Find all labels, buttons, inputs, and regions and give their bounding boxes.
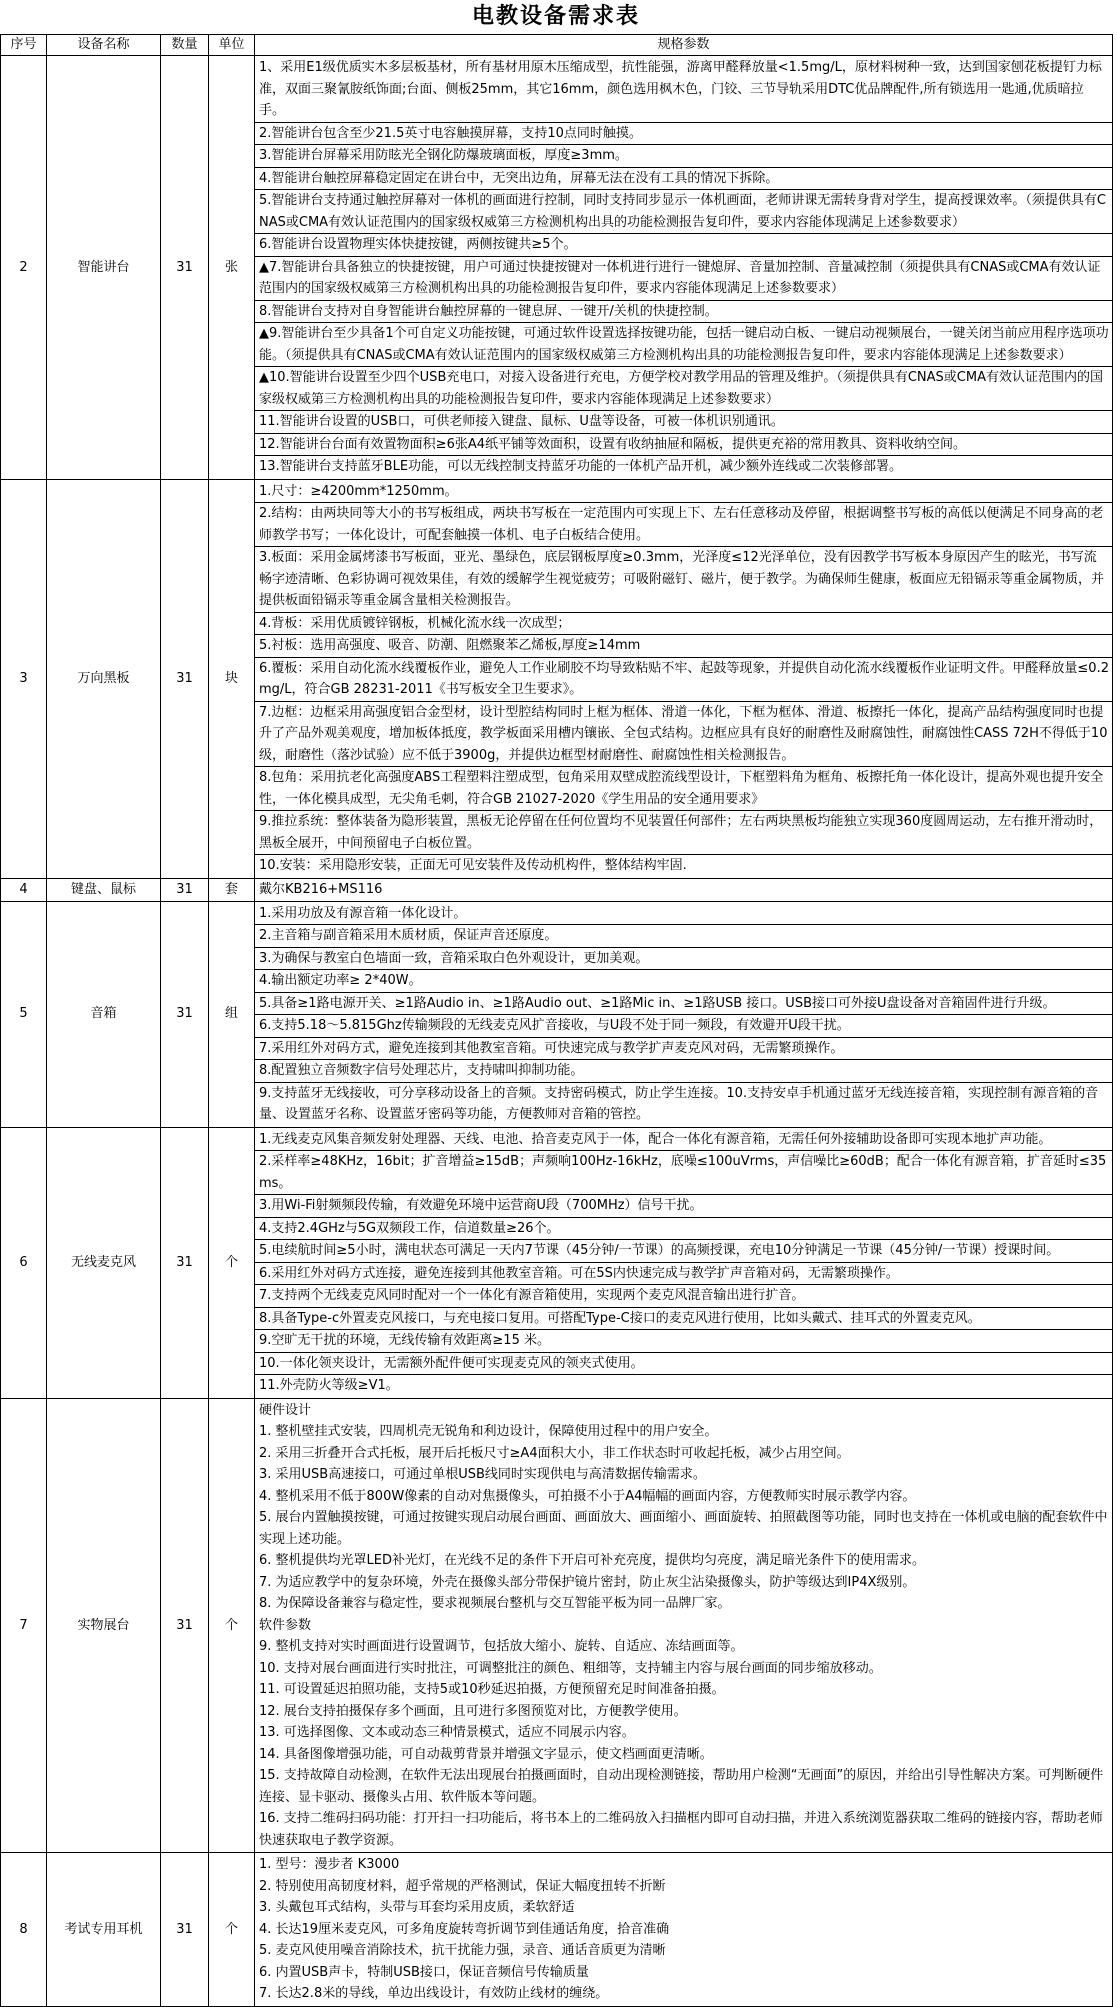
spec-line: 11.智能讲台设置的USB口，可供老师接入键盘、鼠标、U盘等设备，可被一体机识别通讯。: [255, 411, 1112, 434]
device-name-cell: 音箱: [47, 901, 161, 1127]
header-name: 设备名称: [47, 35, 161, 56]
spec-line: 戴尔KB216+MS116: [259, 881, 383, 897]
spec-line: 8.具备Type-c外置麦克风接口，与充电接口复用。可搭配Type-C接口的麦克风进行使用，比如头戴式、挂耳式的外置麦克风。: [255, 1308, 1112, 1331]
spec-line: 4.输出额定功率≥ 2*40W。: [255, 970, 1112, 993]
spec-line: 3.为确保与教室白色墙面一致，音箱采取白色外观设计，更加美观。: [255, 948, 1112, 971]
spec-line: 9.支持蓝牙无线接收，可分享移动设备上的音频。支持密码模式，防止学生连接。10.支持安卓手机通过蓝牙无线连接音箱，实现控制有源音箱的音量、设置蓝牙名称、设置蓝牙密码等功能，方便教师对音箱的管控。: [259, 1085, 1099, 1122]
quantity-cell: 31: [161, 1853, 209, 2007]
spec-line: 软件参数: [259, 1617, 312, 1633]
spec-line: 5.具备≥1路电源开关、≥1路Audio in、≥1路Audio out、≥1路Mic in、≥1路USB 接口。USB接口可外接U盘设备对音箱固件进行升级。: [255, 993, 1112, 1016]
spec-line: 5.电续航时间≥5小时，满电状态可满足一天内7节课（45分钟/一节课）的高频授课，充电10分钟满足一节课（45分钟/一节课）授课时间。: [255, 1240, 1112, 1263]
unit-cell: 组: [209, 901, 255, 1127]
spec-line: 4. 整机采用不低于800W像素的自动对焦摄像头，可拍摄不小于A4幅幅的画面内容，方便教师实时展示教学内容。: [259, 1488, 916, 1504]
spec-line: 7.采用红外对码方式，避免连接到其他教室音箱。可快速完成与教学扩声麦克风对码，无需繁琐操作。: [255, 1038, 1112, 1061]
spec-line: 1、采用E1级优质实木多层板基材，所有基材用原木压缩成型，抗性能强，游离甲醛释放量<1.5mg/L，原材料树种一致，达到国家刨花板提钉力标准，双面三聚氰胺纸饰面;台面、侧板25mm，其它16mm，颜色选用枫木色，门铰、三节导轨采用DTC优品牌配件,所有锁选用一匙通,优质暗拉手。: [255, 57, 1112, 123]
spec-line: 13. 可选择图像、文本或动态三种情景模式，适应不同展示内容。: [259, 1725, 635, 1740]
spec-line: 2. 采用三折叠开合式托板，展开后托板尺寸≥A4面积大小，非工作状态时可收起托板，减少占用空间。: [259, 1445, 850, 1461]
spec-line: 4.智能讲台触控屏幕稳定固定在讲台中，无突出边角，屏幕无法在没有工具的情况下拆除。: [255, 168, 1112, 191]
spec-line: 9.推拉系统：整体装备为隐形装置，黑板无论停留在任何位置均不见装置任何部件；左右两块黑板均能独立实现360度圆周运动，左右推开滑动时，黑板全展开，中间预留电子白板位置。: [255, 811, 1112, 855]
spec-line: 8. 为保障设备兼容与稳定性，要求视频展台整机与交互智能平板为同一品牌厂家。: [259, 1596, 731, 1611]
table-row: [1, 1398, 1113, 1853]
device-name-cell: 无线麦克风: [47, 1127, 161, 1398]
row-number-cell: 6: [1, 1127, 47, 1398]
spec-cell: [255, 901, 1113, 1127]
row-number-cell: 4: [1, 878, 47, 901]
device-name-cell: 考试专用耳机: [47, 1853, 161, 2007]
spec-line: 4.支持2.4GHz与5G双频段工作，信道数量≥26个。: [255, 1218, 1112, 1241]
spec-line: ▲7.智能讲台具备独立的快捷按键，用户可通过快捷按键对一体机进行进行一键熄屏、音量加控制、音量减控制（须提供具有CNAS或CMA有效认证范围内的国家级权威第三方检测机构出具的功能检测报告复印件，要求内容能体现满足上述参数要求）: [255, 257, 1112, 301]
spec-line: 3. 头戴包耳式结构，头带与耳套均采用皮质，柔软舒适: [259, 1900, 575, 1915]
header-row: [1, 35, 1113, 56]
spec-line: 6. 整机提供均光罩LED补光灯，在光线不足的条件下开启可补充亮度，提供均匀亮度，满足暗光条件下的使用需求。: [259, 1553, 926, 1568]
spec-line: 8.配置独立音频数字信号处理芯片，支持啸叫抑制功能。: [255, 1060, 1112, 1083]
header-qty: 数量: [161, 35, 209, 56]
table-row: [1, 479, 1113, 878]
row-number-cell: 3: [1, 479, 47, 878]
spec-cell: [255, 479, 1113, 878]
header-unit: 单位: [209, 35, 255, 56]
spec-cell: [255, 1127, 1113, 1398]
spec-line: 8.智能讲台支持对自身智能讲台触控屏幕的一键息屏、一键开/关机的快捷控制。: [255, 301, 1112, 324]
quantity-cell: 31: [161, 56, 209, 480]
spec-line: 16. 支持二维码扫码功能：打开扫一扫功能后，将书本上的二维码放入扫描框内即可自动扫描，并进入系统浏览器获取二维码的链接内容，帮助老师快速获取电子教学资源。: [259, 1811, 1103, 1848]
device-name-cell: 智能讲台: [47, 56, 161, 480]
spec-line: 7. 为适应教学中的复杂环境，外壳在摄像头部分带保护镜片密封，防止灰尘沾染摄像头，防护等级达到IP4X级别。: [259, 1574, 916, 1590]
spec-line: 7. 长达2.8米的导线，单边出线设计，有效防止线材的缠绕。: [259, 1986, 609, 2001]
spec-line: 硬件设计: [259, 1402, 312, 1418]
unit-cell: 个: [209, 1398, 255, 1853]
unit-cell: 张: [209, 56, 255, 480]
spec-line: 1. 整机壁挂式安装，四周机壳无锐角和利边设计，保障使用过程中的用户安全。: [259, 1424, 718, 1439]
spec-line: 6. 内置USB声卡，特制USB接口，保证音频信号传输质量: [259, 1964, 589, 1980]
device-name-cell: 实物展台: [47, 1398, 161, 1853]
spec-line: 1. 型号：漫步者 K3000: [259, 1857, 400, 1872]
spec-line: 5. 麦克风使用噪音消除技术，抗干扰能力强，录音、通话音质更为清晰: [259, 1943, 666, 1958]
spec-line: 12.智能讲台台面有效置物面积≥6张A4纸平铺等效面积，设置有收纳抽屉和隔板，提供更充裕的常用教具、资料收纳空间。: [255, 434, 1112, 457]
unit-cell: 套: [209, 878, 255, 901]
spec-line: 3.智能讲台屏幕采用防眩光全钢化防爆玻璃面板，厚度≥3mm。: [255, 145, 1112, 168]
device-name-cell: 键盘、鼠标: [47, 878, 161, 901]
table-row: [1, 878, 1113, 901]
spec-cell: [255, 56, 1113, 480]
header-no: 序号: [1, 35, 47, 56]
table-body: [1, 56, 1113, 2007]
spec-cell: [255, 878, 1113, 901]
row-number-cell: 8: [1, 1853, 47, 2007]
spec-line: 2. 特别使用高韧度材料，超乎常规的严格测试，保证大幅度扭转不折断: [259, 1878, 666, 1894]
spec-line: 14. 具备图像增强功能，可自动裁剪背景并增强文字显示，使文档画面更清晰。: [259, 1746, 713, 1762]
unit-cell: 块: [209, 479, 255, 878]
spec-line: 6.支持5.18～5.815Ghz传输频段的无线麦克风扩音接收，与U段不处于同一频段，有效避开U段干扰。: [255, 1015, 1112, 1038]
spec-line: 9. 整机支持对实时画面进行设置调节，包括放大缩小、旋转、自适应、冻结画面等。: [259, 1639, 744, 1654]
table-row: [1, 1127, 1113, 1398]
spec-line: 7.支持两个无线麦克风同时配对一个一体化有源音箱使用，实现两个麦克风混音输出进行扩音。: [255, 1285, 1112, 1308]
row-number-cell: 2: [1, 56, 47, 480]
spec-line: 8.包角：采用抗老化高强度ABS工程塑料注塑成型，包角采用双壁成腔流线型设计，下框塑料角为框角、板擦托角一体化设计，提高外观也提升安全性，一体化模具成型，无尖角毛刺，符合GB 21027-2020《学生用品的安全通用要求》: [255, 767, 1112, 811]
spec-line: 1.尺寸：≥4200mm*1250mm。: [255, 481, 1112, 504]
table-row: [1, 1853, 1113, 2007]
spec-line: 15. 支持故障自动检测，在软件无法出现展台拍摄画面时，自动出现检测链接，帮助用户检测“无画面”的原因，并给出引导性解决方案。可判断硬件连接、显卡驱动、摄像头占用、软件版本等问题。: [259, 1768, 1104, 1805]
spec-line: 10.一体化领夹设计，无需额外配件便可实现麦克风的领夹式使用。: [255, 1353, 1112, 1376]
spec-line: 12. 展台支持拍摄保存多个画面，且可进行多图预览对比，方便教学使用。: [259, 1703, 687, 1719]
spec-line: 7.边框：边框采用高强度铝合金型材，设计型腔结构同时上框为框体、滑道一体化，下框为框体、滑道、板擦托一体化，提高产品结构强度同时也提升了产品外观美观度，增加板体抵度，教学板面采用槽内镶嵌、全包式结构。边框应具有良好的耐磨性及耐腐蚀性，耐腐蚀性CASS 72H不得低于10级，耐磨性（落沙试验）应不低于3900g，并提供边框型材耐磨性、耐腐蚀性相关检测报告。: [255, 702, 1112, 768]
device-name-cell: 万向黑板: [47, 479, 161, 878]
spec-line: 4. 长达19厘米麦克风，可多角度旋转弯折调节到佳通话角度，拾音准确: [259, 1921, 670, 1937]
table-row: [1, 901, 1113, 1127]
quantity-cell: 31: [161, 1398, 209, 1853]
header-spec: 规格参数: [255, 35, 1113, 56]
spec-line: 2.智能讲台包含至少21.5英寸电容触摸屏幕，支持10点同时触摸。: [255, 123, 1112, 146]
spec-cell: [255, 1853, 1113, 2007]
spec-cell: [255, 1398, 1113, 1853]
spec-line: 3.板面：采用金属烤漆书写板面，亚光、墨绿色，底层钢板厚度≥0.3mm，光泽度≤12光泽单位，没有因教学书写板本身原因产生的眩光，书写流畅字迹清晰、色彩协调可视效果佳，有效的缓解学生视觉疲劳；可吸附磁钉、磁片，便于教学。为确保师生健康，板面应无铅镉汞等重金属物质，并提供板面铅镉汞等重金属含量相关检测报告。: [255, 547, 1112, 613]
spec-line: 2.主音箱与副音箱采用木质材质，保证声音还原度。: [255, 925, 1112, 948]
spec-line: 5. 展台内置触摸按键，可通过按键实现启动展台画面、画面放大、画面缩小、画面旋转、拍照截图等功能，同时也支持在一体机或电脑的配套软件中实现上述功能。: [259, 1510, 1108, 1547]
spec-line: 6.采用红外对码方式连接，避免连接到其他教室音箱。可在5S内快速完成与教学扩声音箱对码，无需繁琐操作。: [255, 1263, 1112, 1286]
spec-line: 4.背板：采用优质镀锌钢板，机械化流水线一次成型；: [255, 613, 1112, 636]
spec-line: 5.智能讲台支持通过触控屏幕对一体机的画面进行控制，同时支持同步显示一体机画面，老师讲课无需转身背对学生，提高授课效率。（须提供具有CNAS或CMA有效认证范围内的国家级权威第三方检测机构出具的功能检测报告复印件，要求内容能体现满足上述参数要求）: [255, 190, 1112, 234]
quantity-cell: 31: [161, 901, 209, 1127]
spec-line: 1.无线麦克风集音频发射处理器、天线、电池、拾音麦克风于一体，配合一体化有源音箱，无需任何外接辅助设备即可实现本地扩声功能。: [255, 1129, 1112, 1152]
spec-line: 11. 可设置延迟拍照功能，支持5或10秒延迟拍摄，方便预留充足时间准备拍摄。: [259, 1682, 725, 1697]
spec-line: 1.采用功放及有源音箱一体化设计。: [255, 903, 1112, 926]
spec-line: ▲10.智能讲台设置至少四个USB充电口，对接入设备进行充电，方便学校对教学用品的管理及维护。（须提供具有CNAS或CMA有效认证范围内的国家级权威第三方检测机构出具的功能检测报告复印件，要求内容能体现满足上述参数要求）: [255, 367, 1112, 411]
table-row: [1, 56, 1113, 480]
quantity-cell: 31: [161, 1127, 209, 1398]
spec-line: 3.用Wi-Fi射频频段传输，有效避免环境中运营商U段（700MHz）信号干扰。: [255, 1195, 1112, 1218]
spec-line: 11.外壳防火等级≥V1。: [259, 1378, 399, 1393]
requirements-table: [0, 34, 1113, 2007]
spec-line: 3. 采用USB高速接口，可通过单根USB线同时实现供电与高清数据传输需求。: [259, 1467, 706, 1482]
unit-cell: 个: [209, 1127, 255, 1398]
spec-line: 5.衬板：选用高强度、吸音、防潮、阻燃聚苯乙烯板,厚度≥14mm: [255, 635, 1112, 658]
spec-line: 9.空旷无干扰的环境，无线传输有效距离≥15 米。: [255, 1330, 1112, 1353]
spec-line: 2.采样率≥48KHz，16bit；扩音增益≥15dB；声频响100Hz-16kHz，底噪≤100uVrms，声信噪比≥60dB；配合一体化有源音箱，扩音延时≤35ms。: [255, 1151, 1112, 1195]
spec-line: ▲9.智能讲台至少具备1个可自定义功能按键，可通过软件设置选择按键功能，包括一键启动白板、一键启动视频展台，一键关闭当前应用程序选项功能。（须提供具有CNAS或CMA有效认证范围内的国家级权威第三方检测机构出具的功能检测报告复印件，要求内容能体现满足上述参数要求）: [255, 323, 1112, 367]
spec-line: 6.覆板：采用自动化流水线覆板作业，避免人工作业刷胶不均导致粘贴不牢、起鼓等现象，并提供自动化流水线覆板作业证明文件。甲醛释放量≤0.2mg/L，符合GB 28231-2011《书写板安全卫生要求》。: [255, 658, 1112, 702]
spec-line: 13.智能讲台支持蓝牙BLE功能，可以无线控制支持蓝牙功能的一体机产品开机，减少额外连线或二次装修部署。: [259, 459, 903, 474]
spec-line: 10. 支持对展台画面进行实时批注，可调整批注的颜色、粗细等，支持辅主内容与展台画面的同步缩放移动。: [259, 1660, 882, 1676]
spec-line: 10.安装：采用隐形安装，正面无可见安装件及传动机构件，整体结构牢固.: [259, 858, 687, 873]
quantity-cell: 31: [161, 878, 209, 901]
row-number-cell: 7: [1, 1398, 47, 1853]
spec-line: 6.智能讲台设置物理实体快捷按键，两侧按键共≥5个。: [255, 234, 1112, 257]
sheet-title: 电教设备需求表: [471, 4, 640, 29]
spec-line: 2.结构：由两块同等大小的书写板组成，两块书写板在一定范围内可实现上下、左右任意移动及停留，根据调整书写板的高低以便满足不同身高的老师教学书写；一体化设计，可配套触摸一体机、电子白板结合使用。: [255, 503, 1112, 547]
quantity-cell: 31: [161, 479, 209, 878]
unit-cell: 个: [209, 1853, 255, 2007]
row-number-cell: 5: [1, 901, 47, 1127]
